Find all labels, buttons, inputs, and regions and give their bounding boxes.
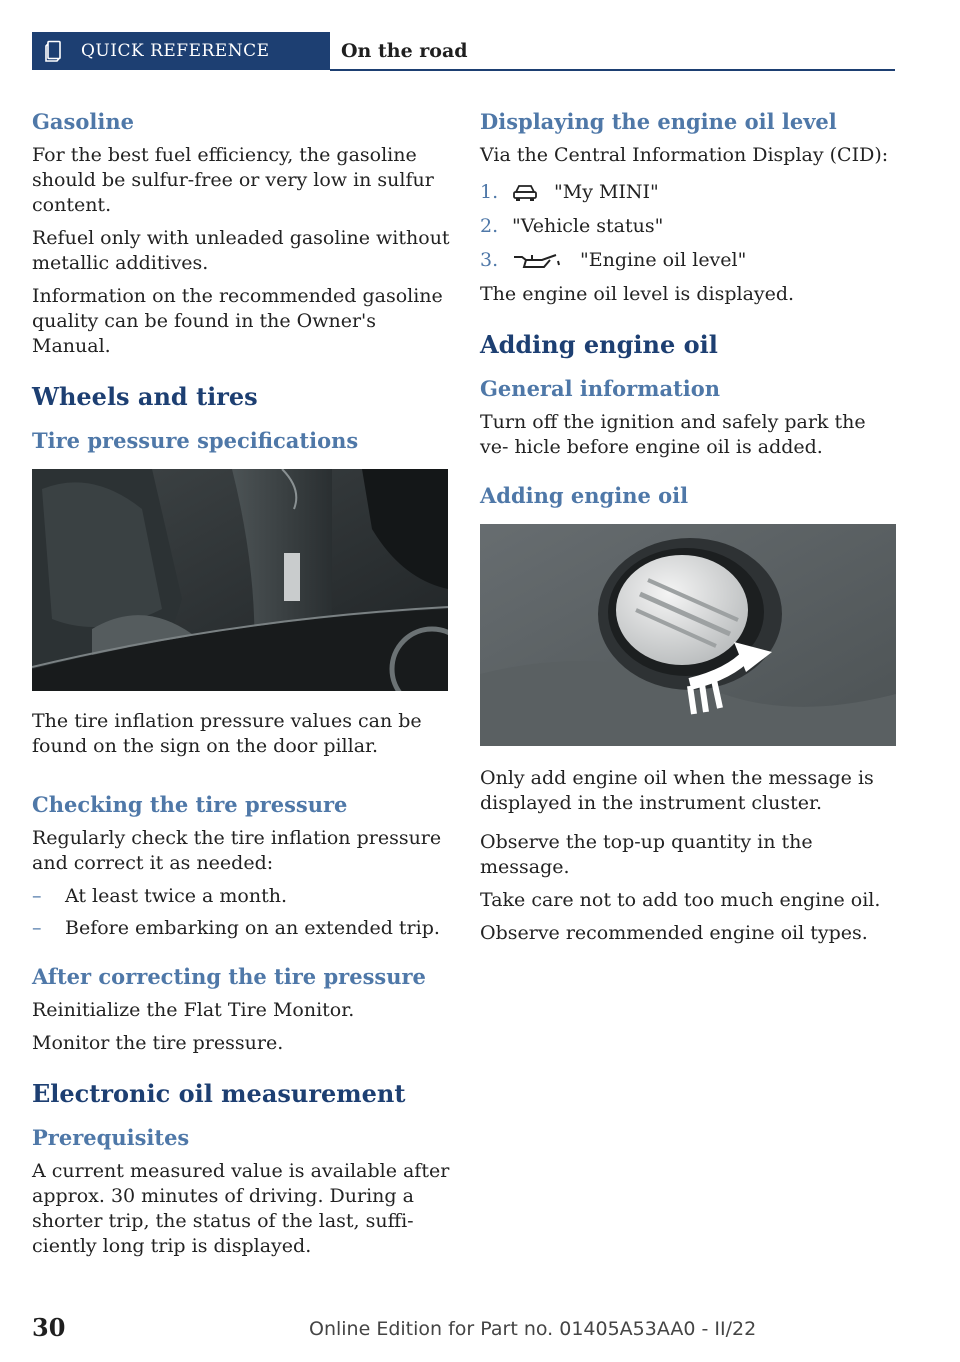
checking-paragraph: Regularly check the tire inflation pressure and correct it as needed: [32,827,442,874]
general-info-heading: General information [480,376,721,401]
door-pillar-photo [32,469,448,691]
checking-tire-heading: Checking the tire pressure [32,792,348,817]
electronic-oil-heading: Electronic oil measurement [32,1079,406,1108]
after-paragraph-1: Reinitialize the Flat Tire Monitor. [32,999,355,1021]
adding-paragraph-3: Take care not to add too much engine oil. [480,889,881,911]
prerequisites-paragraph: A current measured value is available after approx. 30 minutes of driving. During a shorter trip, the status of the last, suffi‐ ciently long trip is displayed. [32,1160,450,1257]
prerequisites-heading: Prerequisites [32,1125,190,1150]
step-number: 1. [480,181,499,203]
dash-marker: – [32,917,42,939]
chapter-title: On the road [341,40,468,62]
list-item [32,916,450,941]
gasoline-heading: Gasoline [32,109,134,134]
section-label: QUICK REFERENCE [81,41,270,61]
adding-oil-sub-heading: Adding engine oil [480,483,689,508]
header-divider [330,69,895,71]
tire-pressure-spec-heading: Tire pressure specifications [32,428,359,453]
oil-can-icon [512,251,562,271]
adding-paragraph-4: Observe recommended engine oil types. [480,922,868,944]
list-item [32,884,450,909]
after-paragraph-2: Monitor the tire pressure. [32,1032,284,1054]
wheels-tires-heading: Wheels and tires [32,382,258,411]
section-tab [32,32,330,70]
page-header [32,32,895,70]
display-oil-heading: Displaying the engine oil level [480,109,837,134]
step-item [480,180,896,205]
tire-caption: The tire inflation pressure values can be found on the sign on the door pillar. [32,710,422,757]
after-correcting-heading: After correcting the tire pressure [32,964,426,989]
dash-marker: – [32,885,42,907]
checking-list [32,884,450,941]
display-paragraph: Via the Central Information Display (CID): [480,144,889,166]
edition-note: Online Edition for Part no. 01405A53AA0 - II/22 [309,1318,757,1340]
book-icon [44,40,64,62]
adding-paragraph-1: Only add engine oil when the message is displayed in the instrument cluster. [480,767,874,814]
step-item [480,248,896,273]
general-paragraph: Turn off the ignition and safely park the ve‐ hicle before engine oil is added. [480,411,866,458]
oil-cap-photo [480,524,896,746]
gasoline-paragraph-1: For the best fuel efficiency, the gasoline should be sulfur-free or very low in sulfur content. [32,144,434,216]
adding-oil-main-heading: Adding engine oil [480,330,718,359]
display-result: The engine oil level is displayed. [480,283,795,305]
car-icon [512,183,538,203]
step-text: "My MINI" [554,181,659,203]
gasoline-paragraph-2: Refuel only with unleaded gasoline without metallic additives. [32,227,450,274]
list-item-text: At least twice a month. [65,885,288,907]
step-number: 2. [480,215,499,237]
gasoline-paragraph-3: Information on the recommended gasoline quality can be found in the Owner's Manual. [32,285,443,357]
step-text: "Vehicle status" [512,215,664,237]
page-number: 30 [32,1313,66,1342]
list-item-text: Before embarking on an extended trip. [65,917,440,939]
right-column [480,108,896,954]
step-item [480,214,896,239]
left-column [32,108,450,1267]
step-number: 3. [480,249,499,271]
menu-steps [480,180,896,273]
step-text: "Engine oil level" [580,249,747,271]
adding-paragraph-2: Observe the top-up quantity in the message. [480,831,813,878]
